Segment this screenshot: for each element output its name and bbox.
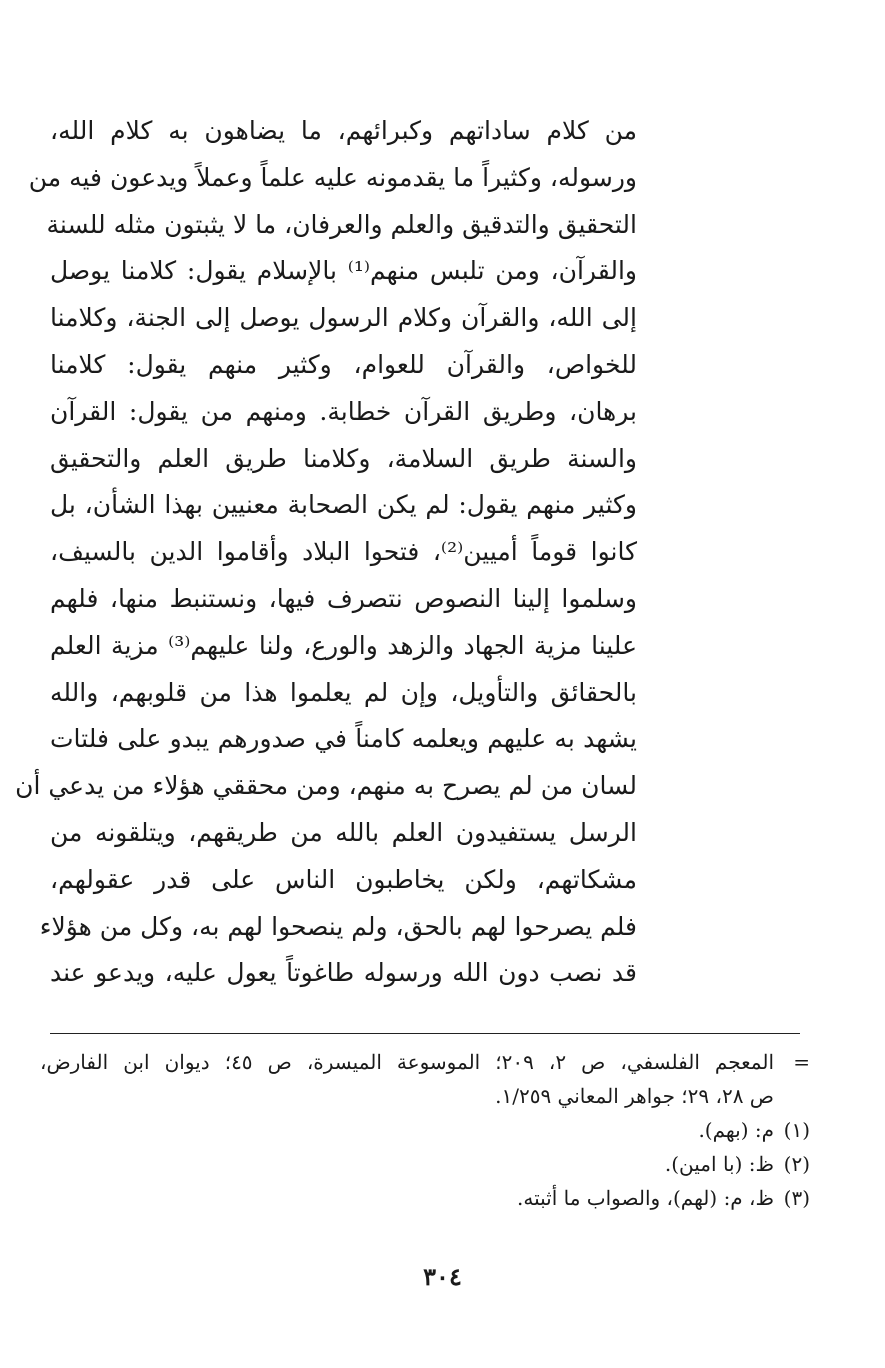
footnote-text: المعجم الفلسفي، ص ٢، ٢٠٩؛ الموسوعة الميسرة، ص ٤٥؛ ديوان ابن الفارض، <box>40 1050 775 1074</box>
text-line: للخواص، والقرآن للعوام، وكثير منهم يقول: كلامنا <box>50 349 637 379</box>
text-line: يشهد به عليهم ويعلمه كامناً في صدورهم يبدو على فلتات <box>50 724 637 754</box>
text-line: قد نصب دون الله ورسوله طاغوتاً يعول عليه، ويدعو عند <box>50 958 637 988</box>
text-line: مشكاتهم، ولكن يخاطبون الناس على قدر عقولهم، <box>50 864 637 894</box>
footnote-divider <box>50 1033 800 1034</box>
text-line: إلى الله، والقرآن وكلام الرسول يوصل إلى الجنة، وكلامنا <box>50 303 637 333</box>
footnote <box>40 1181 810 1215</box>
footnote-marker: (١) <box>783 1118 810 1142</box>
footnote-text: م: (بهم). <box>698 1118 774 1142</box>
text-line: والسنة طريق السلامة، وكلامنا طريق العلم والتحقيق <box>50 443 637 473</box>
text-line: والقرآن، ومن تلبس منهم⁽¹⁾ بالإسلام يقول: كلامنا يوصل <box>50 256 637 286</box>
footnote-text: ظ، م: (لهم)، والصواب ما أثبته. <box>517 1186 774 1210</box>
text-line: بالحقائق والتأويل، وإن لم يعلموا هذا من قلوبهم، والله <box>50 677 637 707</box>
text-line: لسان من لم يصرح به منهم، ومن محققي هؤلاء من يدعي أن <box>15 771 637 801</box>
text-line: من كلام ساداتهم وكبرائهم، ما يضاهون به كلام الله، <box>50 116 637 145</box>
footnotes <box>40 1045 810 1215</box>
footnote-marker: (٢) <box>783 1152 810 1176</box>
text-line: التحقيق والتدقيق والعلم والعرفان، ما لا يثبتون مثله للسنة <box>46 209 637 239</box>
continuation-marker: = <box>793 1050 810 1074</box>
footnote-text: ص ٢٨، ٢٩؛ جواهر المعاني ١/٢٥٩. <box>495 1084 774 1108</box>
text-line: برهان، وطريق القرآن خطابة. ومنهم من يقول: القرآن <box>50 396 637 426</box>
text-line: وكثير منهم يقول: لم يكن الصحابة معنيين بهذا الشأن، بل <box>50 490 637 520</box>
text-line: ورسوله، وكثيراً ما يقدمونه عليه علماً وعملاً ويدعون فيه من <box>28 162 637 192</box>
footnote-marker: (٣) <box>783 1186 810 1210</box>
footnote-text: ظ: (با امين). <box>664 1152 774 1176</box>
text-line: كانوا قوماً أميين⁽²⁾، فتحوا البلاد وأقاموا الدين بالسيف، <box>50 537 638 567</box>
footnote-continuation <box>40 1045 810 1079</box>
text-line: فلم يصرحوا لهم بالحق، ولم ينصحوا لهم به، وكل من هؤلاء <box>39 911 637 941</box>
footnote <box>40 1147 810 1181</box>
text-line: الرسل يستفيدون العلم بالله من طريقهم، ويتلقونه من <box>50 817 637 847</box>
text-line: وسلموا إلينا النصوص نتصرف فيها، ونستنبط منها، فلهم <box>50 583 637 613</box>
page-number: ٣٠٤ <box>423 1262 462 1291</box>
footnote <box>40 1113 810 1147</box>
main-text-block <box>15 108 638 997</box>
text-line: علينا مزية الجهاد والزهد والورع، ولنا عليهم⁽³⁾ مزية العلم <box>50 630 637 660</box>
